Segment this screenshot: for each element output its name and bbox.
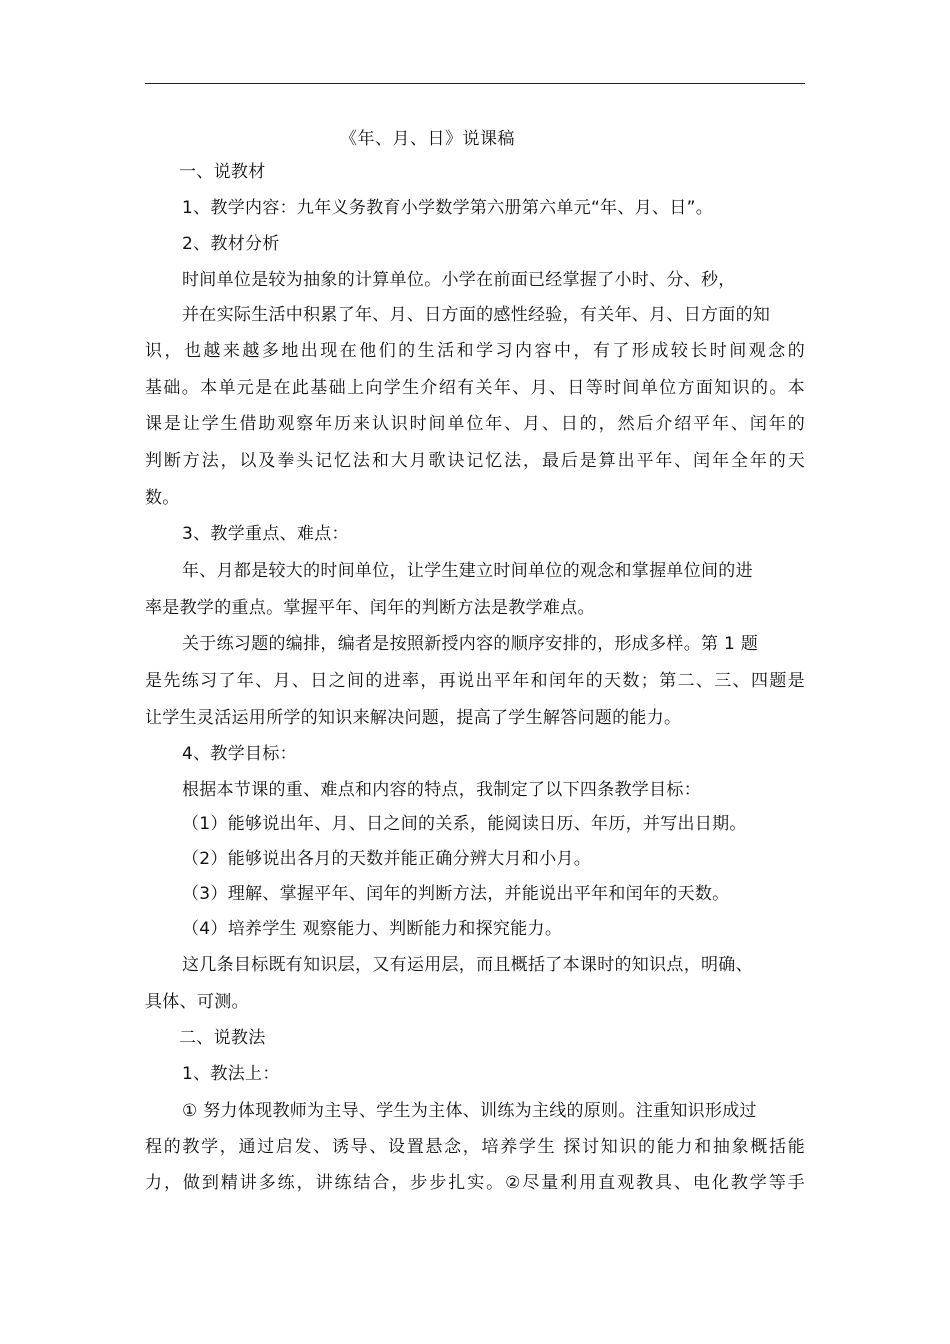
paragraph-line: 2、教材分析	[182, 234, 280, 254]
paragraph-line: 年、月都是较大的时间单位，让学生建立时间单位的观念和掌握单位间的进	[182, 561, 753, 581]
paragraph-line: 1、教学内容：九年义务教育小学数学第六册第六单元“年、月、日”。	[182, 198, 714, 218]
paragraph-line: 是先练习了年、月、日之间的进率，再说出平年和闰年的天数；第二、三、四题是	[145, 671, 805, 691]
paragraph-line: 课是让学生借助观察年历来认识时间单位年、月、日的，然后介绍平年、闰年的	[145, 414, 805, 434]
document-title: 《年、月、日》说课稿	[340, 129, 515, 149]
objective-item: （2）能够说出各月的天数并能正确分辨大月和小月。	[182, 849, 592, 869]
paragraph-line: 识，也越来越多地出现在他们的生活和学习内容中，有了形成较长时间观念的	[145, 341, 805, 361]
paragraph-line: 并在实际生活中积累了年、月、日方面的感性经验，有关年、月、日方面的知	[182, 305, 771, 325]
paragraph-line: 根据本节课的重、难点和内容的特点，我制定了以下四条教学目标：	[182, 780, 701, 800]
paragraph-line: 具体、可测。	[145, 992, 249, 1012]
paragraph-line: 判断方法，以及拳头记忆法和大月歌诀记忆法，最后是算出平年、闰年全年的天	[145, 451, 805, 471]
paragraph-line: ① 努力体现教师为主导、学生为主体、训练为主线的原则。注重知识形成过	[182, 1101, 757, 1121]
section-heading: 二、说教法	[179, 1028, 266, 1048]
paragraph-line: 基础。本单元是在此基础上向学生介绍有关年、月、日等时间单位方面知识的。本	[145, 378, 805, 398]
paragraph-line: 率是教学的重点。掌握平年、闰年的判断方法是教学难点。	[145, 598, 595, 618]
paragraph-line: 让学生灵活运用所学的知识来解决问题，提高了学生解答问题的能力。	[145, 708, 682, 728]
header-rule	[145, 83, 805, 84]
paragraph-line: 程的教学，通过启发、诱导、设置悬念，培养学生 探讨知识的能力和抽象概括能	[145, 1137, 805, 1157]
paragraph-line: 时间单位是较为抽象的计算单位。小学在前面已经掌握了小时、分、秒，	[182, 270, 736, 290]
objective-item: （1）能够说出年、月、日之间的关系，能阅读日历、年历，并写出日期。	[182, 814, 747, 834]
paragraph-line: 3、教学重点、难点：	[182, 524, 349, 544]
paragraph-line: 关于练习题的编排，编者是按照新授内容的顺序安排的，形成多样。第 1 题	[182, 634, 759, 654]
paragraph-line: 数。	[145, 488, 180, 508]
paragraph-line: 这几条目标既有知识层，又有运用层，而且概括了本课时的知识点，明确、	[182, 955, 753, 975]
paragraph-line: 4、教学目标：	[182, 744, 297, 764]
paragraph-line: 力，做到精讲多练，讲练结合，步步扎实。②尽量利用直观教具、电化教学等手	[145, 1173, 805, 1193]
section-heading: 一、说教材	[179, 162, 266, 182]
objective-item: （4）培养学生 观察能力、判断能力和探究能力。	[182, 919, 563, 939]
objective-item: （3）理解、掌握平年、闰年的判断方法，并能说出平年和闰年的天数。	[182, 884, 730, 904]
paragraph-line: 1、教法上：	[182, 1064, 280, 1084]
